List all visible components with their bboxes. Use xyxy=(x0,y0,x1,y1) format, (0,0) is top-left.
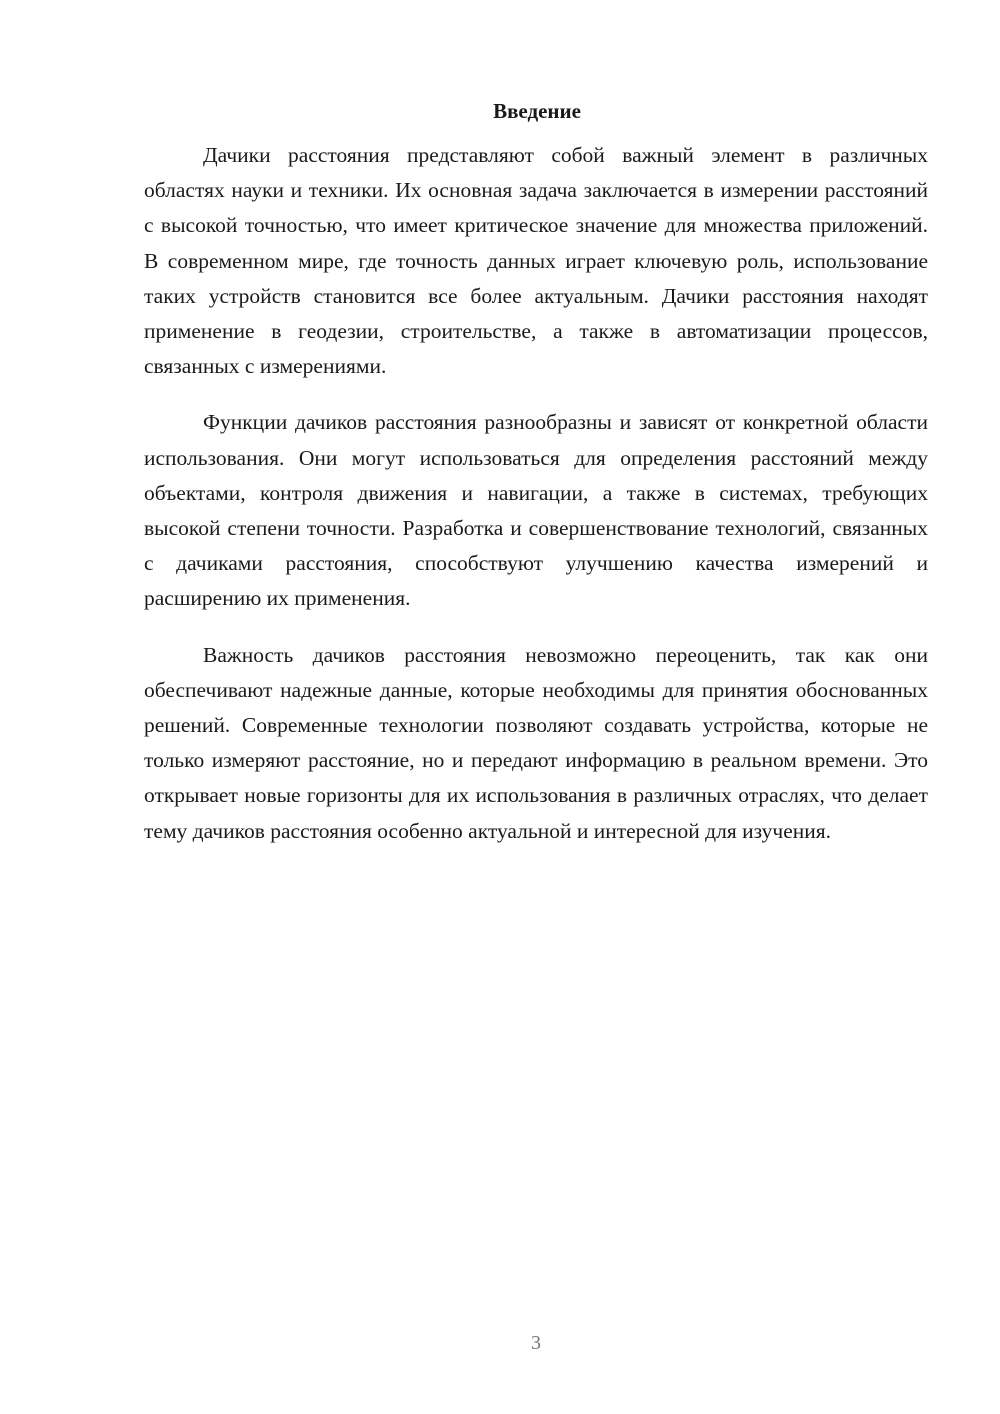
page-number: 3 xyxy=(531,1332,541,1354)
section-heading: Введение xyxy=(493,99,581,123)
paragraph-3: Важность дачиков расстояния невозможно переоценить, так как они обеспечивают надежные данные, которые необходимы для принятия обоснованных решений. Современные технологии позволяют создавать устройства, которые не только измеряют расстояние, но и передают информацию в реальном времени. Это открывает новые горизонты для их использования в различных отраслях, что делает тему дачиков расстояния особенно актуальной и интересной для изучения. xyxy=(144,642,928,843)
page-content xyxy=(144,96,928,870)
paragraph-2: Функции дачиков расстояния разнообразны и зависят от конкретной области использования. Они могут использоваться для определения расстояний между объектами, контроля движения и навигации, а также в системах, требующих высокой степени точности. Разработка и совершенствование технологий, связанных с дачиками расстояния, способствуют улучшению качества измерений и расширению их применения. xyxy=(144,410,928,611)
paragraph-1: Дачики расстояния представляют собой важный элемент в различных областях науки и техники. Их основная задача заключается в измерении расстояний с высокой точностью, что имеет критическое значение для множества приложений. В современном мире, где точность данных играет ключевую роль, использование таких устройств становится все более актуальным. Дачики расстояния находят применение в геодезии, строительстве, а также в автоматизации процессов, связанных с измерениями. xyxy=(144,143,928,379)
